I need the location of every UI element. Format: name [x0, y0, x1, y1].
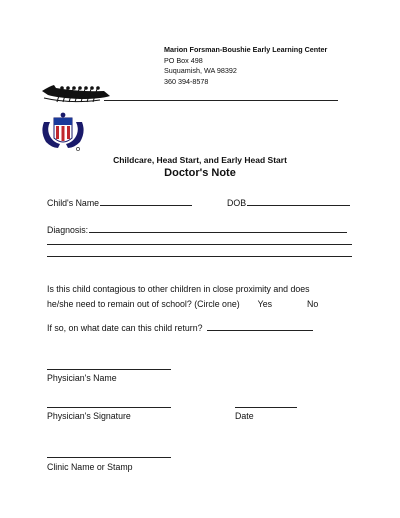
- return-date-blank[interactable]: [207, 322, 313, 331]
- child-name-label: Child's Name: [47, 198, 100, 208]
- diagnosis-field: [47, 224, 347, 235]
- dob-blank[interactable]: [247, 197, 350, 206]
- physician-name-line[interactable]: [47, 369, 171, 370]
- question-line-2: he/she need to remain out of school? (Circle one): [47, 298, 240, 309]
- header-divider: [104, 100, 338, 101]
- physician-signature-label: Physician's Signature: [47, 411, 131, 421]
- org-phone: 360 394-8578: [164, 76, 209, 86]
- dob-label: DOB: [227, 198, 247, 208]
- clinic-line[interactable]: [47, 457, 171, 458]
- form-title: Doctor's Note: [164, 167, 236, 179]
- org-name: Marion Forsman-Boushie Early Learning Center: [164, 45, 328, 54]
- physician-name-label: Physician's Name: [47, 373, 117, 383]
- org-header: [164, 45, 327, 87]
- date-label: Date: [235, 411, 254, 421]
- org-address-line2: Suquamish, WA 98392: [164, 66, 237, 75]
- child-name-blank[interactable]: [100, 197, 192, 206]
- date-line[interactable]: [235, 407, 297, 408]
- option-yes[interactable]: Yes: [257, 298, 273, 309]
- diagnosis-blank-3[interactable]: [47, 256, 352, 257]
- contagious-question: [47, 282, 357, 311]
- child-name-field: [47, 197, 192, 208]
- return-date-label: If so, on what date can this child return?: [47, 323, 203, 333]
- option-no[interactable]: No: [307, 298, 319, 309]
- diagnosis-label: Diagnosis:: [47, 225, 89, 235]
- diagnosis-blank-2[interactable]: [47, 244, 352, 245]
- dob-field: [227, 197, 350, 208]
- org-address-line1: PO Box 498: [164, 55, 203, 65]
- physician-signature-line[interactable]: [47, 407, 171, 408]
- head-start-seal: [40, 112, 86, 152]
- return-date-field: [47, 322, 313, 333]
- clinic-label: Clinic Name or Stamp: [47, 462, 133, 472]
- question-line-1: Is this child contagious to other children in close proximity and does: [47, 284, 310, 294]
- diagnosis-blank-1[interactable]: [89, 224, 347, 233]
- form-subtitle: Childcare, Head Start, and Early Head Start: [113, 155, 287, 165]
